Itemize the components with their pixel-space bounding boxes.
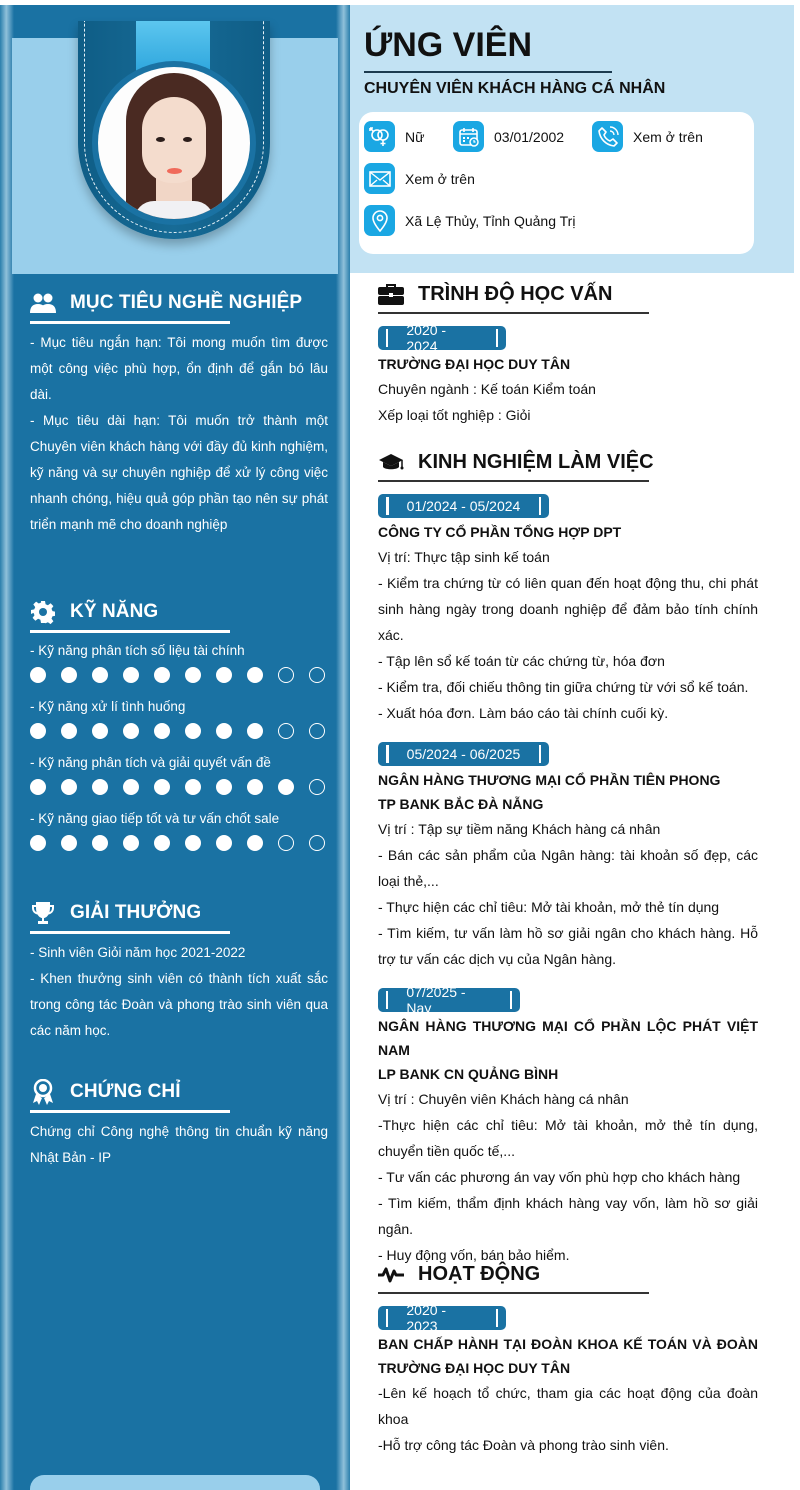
gear-icon — [30, 599, 56, 625]
activities-title: HOẠT ĐỘNG — [418, 1262, 541, 1285]
contact-card — [359, 112, 754, 254]
date-text: 2020 - 2023 — [406, 1302, 447, 1334]
rating-dot-filled — [154, 723, 170, 739]
rating-dot-filled — [247, 723, 263, 739]
contact-email — [364, 163, 475, 194]
location-icon — [364, 205, 395, 236]
org-name: NGÂN HÀNG THƯƠNG MẠI CỔ PHẦN TIÊN PHONG — [378, 772, 721, 788]
candidate-name: ỨNG VIÊN — [364, 26, 533, 64]
rating-dot-filled — [154, 779, 170, 795]
rating-dot-filled — [30, 835, 46, 851]
rating-dot-filled — [61, 779, 77, 795]
entry-line: Vị trí : Tập sự tiềm năng Khách hàng cá nhân — [378, 821, 661, 837]
rating-dot-filled — [216, 835, 232, 851]
rating-dot-filled — [123, 835, 139, 851]
entry-line: - Bán các sản phẩm của Ngân hàng: tài khoản số đẹp, các loại thẻ,... — [378, 847, 758, 889]
org-name: CÔNG TY CỔ PHẦN TỔNG HỢP DPT — [378, 524, 622, 540]
certificate-icon — [30, 1079, 56, 1105]
entry-line: -Thực hiện các chỉ tiêu: Mở tài khoản, mở thẻ tín dụng, chuyển tiền quốc tế,... — [378, 1117, 758, 1159]
gender-icon — [364, 121, 395, 152]
activity-pulse-icon — [378, 1262, 404, 1286]
experience-title: KINH NGHIỆM LÀM VIỆC — [418, 450, 654, 473]
phone-icon — [592, 121, 623, 152]
skill-rating — [30, 723, 328, 739]
skill-rating — [30, 835, 328, 851]
entry-line: - Tư vấn các phương án vay vốn phù hợp cho khách hàng — [378, 1169, 741, 1185]
rating-dot-empty — [309, 667, 325, 683]
section-divider — [30, 630, 230, 633]
phone-value[interactable]: Xem ở trên — [633, 128, 703, 145]
gender-value: Nữ — [405, 128, 425, 145]
rating-dot-empty — [309, 723, 325, 739]
objective-short-term: - Mục tiêu ngắn hạn: Tôi mong muốn tìm được một công việc phù hợp, ổn định để gắn bó lâu dài. — [30, 335, 328, 402]
rating-dot-filled — [123, 723, 139, 739]
education-title: TRÌNH ĐỘ HỌC VẤN — [418, 282, 613, 305]
certificates-title: CHỨNG CHỈ — [70, 1081, 181, 1102]
skill-label: - Kỹ năng phân tích và giải quyết vấn đề — [30, 755, 271, 770]
award-item: - Khen thưởng sinh viên có thành tích xuất sắc trong công tác Đoàn và phong trào sinh viên qua các năm học. — [30, 971, 328, 1038]
education-section — [378, 280, 758, 428]
rating-dot-empty — [278, 667, 294, 683]
date-pill — [378, 494, 549, 518]
rating-dot-filled — [30, 667, 46, 683]
avatar-ring — [92, 61, 256, 225]
entry-line: Xếp loại tốt nghiệp : Giỏi — [378, 407, 531, 423]
email-icon — [364, 163, 395, 194]
section-divider — [378, 480, 649, 482]
rating-dot-filled — [247, 667, 263, 683]
date-pill — [378, 1302, 506, 1334]
section-divider — [30, 321, 230, 324]
org-name: BAN CHẤP HÀNH TẠI ĐOÀN KHOA KẾ TOÁN VÀ ĐOÀN TRƯỜNG ĐẠI HỌC DUY TÂN — [378, 1336, 758, 1376]
section-divider — [30, 1110, 230, 1113]
sidebar — [0, 5, 350, 1490]
section-divider — [30, 931, 230, 934]
rating-dot-filled — [123, 667, 139, 683]
skill-item — [30, 753, 328, 795]
objective-section — [30, 289, 328, 538]
address-value: Xã Lệ Thủy, Tỉnh Quảng Trị — [405, 212, 576, 229]
entry-line: - Tìm kiếm, thẩm định khách hàng vay vốn, làm hồ sơ giải ngân. — [378, 1195, 758, 1237]
skill-item — [30, 697, 328, 739]
skill-rating — [30, 779, 328, 795]
rating-dot-filled — [185, 779, 201, 795]
rating-dot-filled — [216, 779, 232, 795]
entry-line: Vị trí : Chuyên viên Khách hàng cá nhân — [378, 1091, 629, 1107]
date-text: 05/2024 - 06/2025 — [406, 746, 521, 762]
rating-dot-filled — [92, 779, 108, 795]
rating-dot-filled — [185, 835, 201, 851]
entry-line: - Kiểm tra, đối chiếu thông tin giữa chứng từ với sổ kế toán. — [378, 679, 749, 695]
experience-section — [378, 448, 758, 1268]
rating-dot-filled — [247, 835, 263, 851]
org-branch: TP BANK BẮC ĐÀ NẴNG — [378, 796, 544, 812]
contact-birthday — [453, 121, 564, 152]
skill-label: - Kỹ năng giao tiếp tốt và tư vấn chốt sale — [30, 811, 280, 826]
rating-dot-filled — [92, 667, 108, 683]
skills-section — [30, 598, 328, 865]
contact-gender — [364, 121, 424, 152]
entry-line: - Kiểm tra chứng từ có liên quan đến hoạt động thu, chi phát sinh hàng ngày trong doanh nghiệp để đảm bảo tính chính xác. — [378, 575, 758, 643]
rating-dot-empty — [309, 835, 325, 851]
awards-title: GIẢI THƯỞNG — [70, 902, 202, 923]
section-divider — [378, 1292, 649, 1294]
entry-line: -Hỗ trợ công tác Đoàn và phong trào sinh viên. — [378, 1437, 669, 1453]
job-title: CHUYÊN VIÊN KHÁCH HÀNG CÁ NHÂN — [364, 80, 666, 97]
rating-dot-filled — [154, 667, 170, 683]
objective-title: MỤC TIÊU NGHỀ NGHIỆP — [70, 292, 303, 313]
skill-label: - Kỹ năng xử lí tình huống — [30, 699, 186, 714]
sidebar-bottom-tab — [30, 1475, 320, 1490]
certificate-item: Chứng chỉ Công nghệ thông tin chuẩn kỹ năng Nhật Bản - IP — [30, 1124, 328, 1165]
calendar-icon — [453, 121, 484, 152]
graduation-cap-icon — [378, 450, 404, 474]
rating-dot-empty — [309, 779, 325, 795]
rating-dot-filled — [185, 667, 201, 683]
name-divider — [364, 71, 612, 73]
rating-dot-filled — [278, 779, 294, 795]
rating-dot-filled — [61, 723, 77, 739]
rating-dot-filled — [123, 779, 139, 795]
rating-dot-filled — [185, 723, 201, 739]
rating-dot-filled — [154, 835, 170, 851]
birthday-value: 03/01/2002 — [494, 128, 565, 145]
rating-dot-empty — [278, 723, 294, 739]
date-text: 07/2025 - Nay — [406, 984, 466, 1016]
date-text: 01/2024 - 05/2024 — [406, 498, 521, 514]
certificates-section — [30, 1078, 328, 1171]
entry-line: Chuyên ngành : Kế toán Kiểm toán — [378, 381, 596, 397]
rating-dot-filled — [247, 779, 263, 795]
users-icon — [30, 290, 56, 316]
activities-section — [378, 1260, 758, 1458]
awards-section — [30, 899, 328, 1044]
skills-title: KỸ NĂNG — [70, 601, 159, 622]
rating-dot-filled — [92, 723, 108, 739]
rating-dot-empty — [278, 835, 294, 851]
entry-line: - Thực hiện các chỉ tiêu: Mở tài khoản, mở thẻ tín dụng — [378, 899, 720, 915]
date-pill — [378, 984, 520, 1016]
date-pill — [378, 322, 506, 354]
rating-dot-filled — [61, 835, 77, 851]
skill-label: - Kỹ năng phân tích số liệu tài chính — [30, 643, 245, 658]
org-name: NGÂN HÀNG THƯƠNG MẠI CỔ PHẦN LỘC PHÁT VIỆT NAM — [378, 1018, 758, 1058]
rating-dot-filled — [216, 723, 232, 739]
org-name: TRƯỜNG ĐẠI HỌC DUY TÂN — [378, 356, 571, 372]
trophy-icon — [30, 900, 56, 926]
contact-phone — [592, 121, 703, 152]
avatar — [98, 67, 250, 219]
entry-line: Vị trí: Thực tập sinh kế toán — [378, 549, 550, 565]
skill-item — [30, 641, 328, 683]
rating-dot-filled — [61, 667, 77, 683]
skill-item — [30, 809, 328, 851]
date-pill — [378, 742, 549, 766]
rating-dot-filled — [216, 667, 232, 683]
contact-address — [364, 205, 575, 236]
objective-long-term: - Mục tiêu dài hạn: Tôi muốn trở thành một Chuyên viên khách hàng với đầy đủ kinh nghiệm, kỹ năng và sự chuyên nghiệp để xử lý công việc nhanh chóng, hiệu quả góp phần tạo nên sự phát triển mạnh mẽ cho doanh nghiệp — [30, 413, 328, 532]
award-item: - Sinh viên Giỏi năm học 2021-2022 — [30, 945, 246, 960]
entry-line: -Lên kế hoạch tổ chức, tham gia các hoạt động của đoàn khoa — [378, 1385, 758, 1427]
date-text: 2020 - 2024 — [406, 322, 447, 354]
email-value[interactable]: Xem ở trên — [405, 170, 475, 187]
briefcase-icon — [378, 282, 404, 306]
section-divider — [378, 312, 649, 314]
entry-line: - Xuất hóa đơn. Làm báo cáo tài chính cuối kỳ. — [378, 705, 669, 721]
rating-dot-filled — [30, 779, 46, 795]
rating-dot-filled — [30, 723, 46, 739]
org-branch: LP BANK CN QUẢNG BÌNH — [378, 1066, 559, 1082]
skill-rating — [30, 667, 328, 683]
entry-line: - Tìm kiếm, tư vấn làm hồ sơ giải ngân cho khách hàng. Hỗ trợ tư vấn các dịch vụ của Ngân hàng. — [378, 925, 758, 967]
rating-dot-filled — [92, 835, 108, 851]
photo-ribbon — [78, 21, 270, 239]
entry-line: - Huy động vốn, bán bảo hiểm. — [378, 1247, 570, 1263]
entry-line: - Tập lên sổ kế toán từ các chứng từ, hóa đơn — [378, 653, 665, 669]
